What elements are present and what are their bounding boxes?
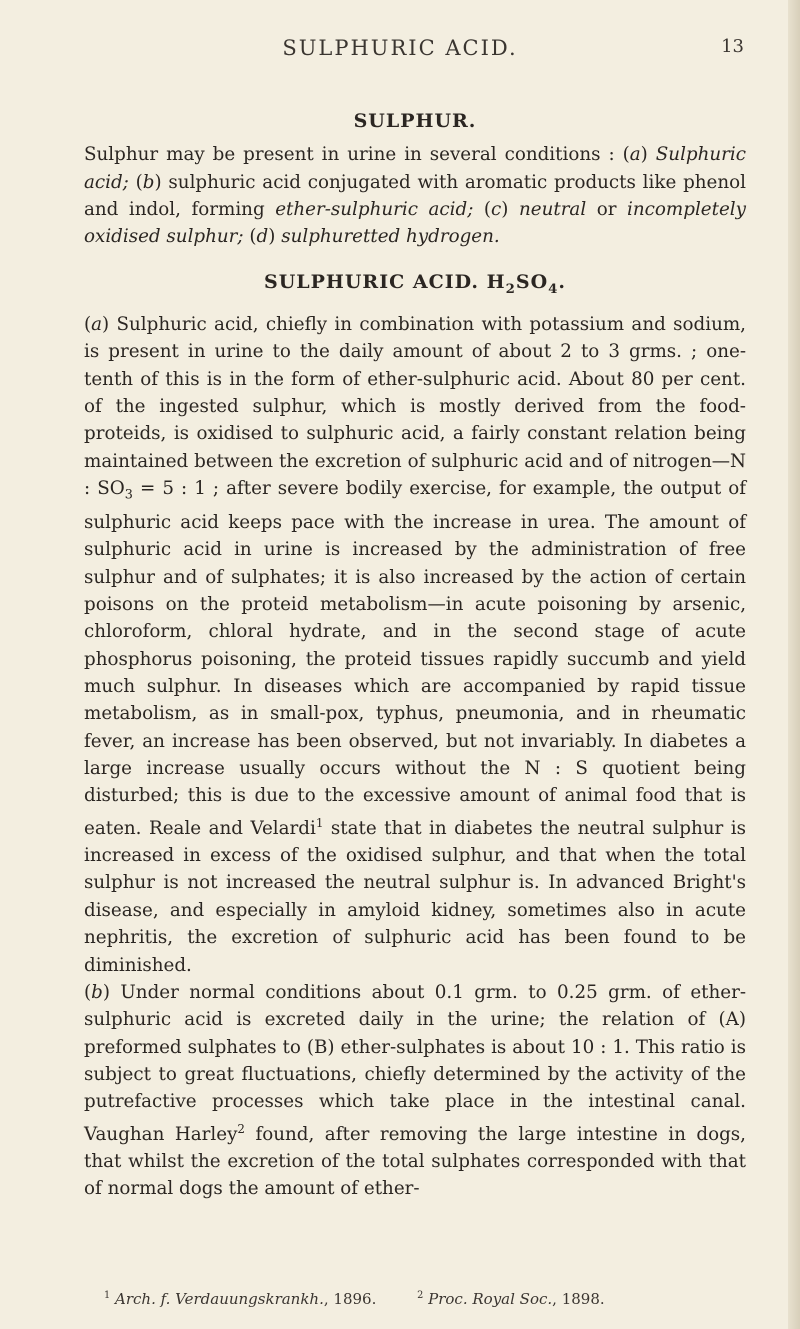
running-title: SULPHURIC ACID. — [282, 36, 518, 60]
paragraph-sulphuric-acid-b: (b) Under normal conditions about 0.1 grm. to 0.25 grm. of ether-sulphuric acid is excreted daily in the urine; the relation of (A) preformed sulphates to (B) ether-sulphates is about 10 : 1. This ratio is subject to great fluctuations, chiefly determined by the activity of the putrefactive processes which take place in the intestinal canal. Vaughan Harley$^2$ found, after removing the large intestine in dogs, that whilst the excretion of the total sulphates corresponded with that of normal dogs the amount of ether- — [84, 981, 746, 1200]
heading-text: SULPHURIC ACID. — [263, 270, 480, 293]
section-heading-sulphur: SULPHUR. — [353, 110, 477, 132]
section-heading-sulphuric-acid — [84, 269, 746, 303]
page-edge-shadow — [788, 0, 800, 1329]
footnote-2: $^2$ Proc. Royal Soc., 1898. — [417, 1290, 605, 1308]
footnotes — [104, 1286, 764, 1309]
footnote-1: $^1$ Arch. f. Verdauungskrankh., 1896. — [104, 1290, 377, 1308]
paragraph-sulphuric-acid-a: (a) Sulphuric acid, chiefly in combination with potassium and sodium, is present in urine to the daily amount of about 2 to 3 grms. ; one-tenth of this is in the form of ether-sulphuric acid. About 80 per cent. of the ingested sulphur, which is mostly derived from the food-proteids, is oxidised to sulphuric acid, a fairly constant relation being maintained between the excretion of sulphuric acid and of nitrogen—N : $SO_3 = 5$ : 1 ; after severe bodily exercise, for example, the output of sulphuric acid keeps pace with the increase in urea. The amount of sulphuric acid in urine is increased by the administration of free sulphur and of sulphates; it is also increased by the action of certain poisons on the proteid metabolism—in acute poisoning by arsenic, chloroform, chloral hydrate, and in the second stage of acute phosphorus poisoning, the proteid tissues rapidly succumb and yield much sulphur. In diseases which are accompanied by rapid tissue metabolism, as in small-pox, typhus, pneumonia, and in rheumatic fever, an increase has been observed, but not invariably. In diabetes a large increase usually occurs without the N : S quotient being disturbed; this is due to the excessive amount of animal food that is eaten. Reale and Velardi$^1$ state that in diabetes the neutral sulphur is increased in excess of the oxidised sulphur, and that when the total sulphur is not increased the neutral sulphur is. In advanced Bright's disease, and especially in amyloid kidney, sometimes also in acute nephritis, the excretion of sulphuric acid has been found to be diminished. — [84, 313, 746, 976]
running-head — [0, 36, 800, 66]
page-content — [84, 108, 746, 1203]
page-number: 13 — [721, 36, 744, 57]
chemical-formula: $H_2SO_4$. — [479, 270, 567, 297]
paragraph-sulphur-conditions: Sulphur may be present in urine in several conditions : (a) Sulphuric acid; (b) sulphuric acid conjugated with aromatic products like phenol and indol, forming ether-sulphuric acid; (c) neutral or incompletely oxidised sulphur; (d) sulphuretted hydrogen. — [84, 144, 746, 248]
